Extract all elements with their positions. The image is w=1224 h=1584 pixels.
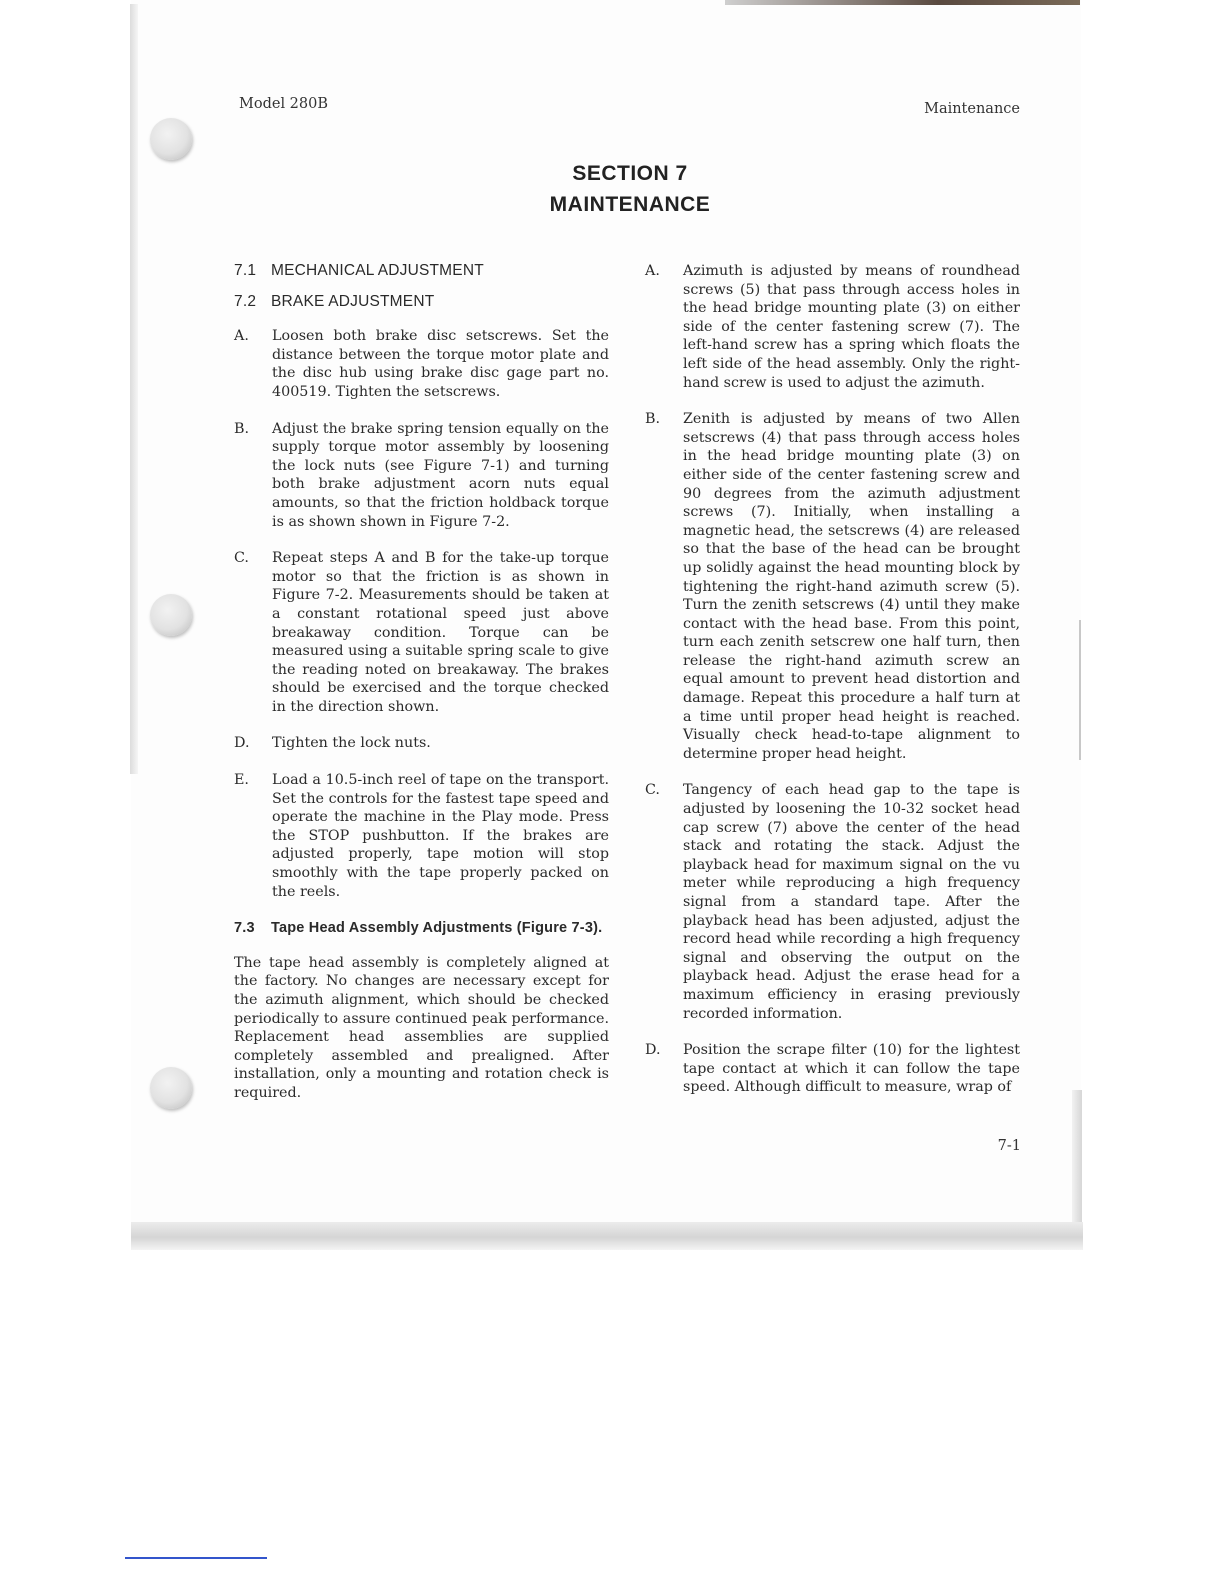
list-item [645,781,1020,1023]
list-item [234,734,609,753]
intro-paragraph: The tape head assembly is completely aligned at the factory. No changes are necessary except for the azimuth alignment, which should be checked periodically to assure continued peak performance. Replacement head assemblies are supplied completely assembled and prealigned. After installation, only a mounting and rotation check is required. [234,954,609,1101]
list-item [234,327,609,401]
list-item-label: B. [234,420,250,437]
section-name-title: MAINTENANCE [549,193,711,216]
list-item-text: Azimuth is adjusted by means of roundhead screws (5) that pass through access holes in the head bridge mounting plate (3) on either side of the center fastening screw (7). The left-hand screw has a spring which floats the left side of the head assembly. Only the right-hand screw is used to adjust the azimuth. [683,263,1020,391]
list-item [645,262,1020,392]
binder-hole [150,118,192,160]
right-column [645,262,1020,1115]
heading-7-3: 7.3 Tape Head Assembly Adjustments (Figure 7-3). [234,920,603,937]
list-item-label: E. [234,772,249,789]
binder-hole [150,594,192,636]
heading-7-2: 7.2 BRAKE ADJUSTMENT [234,292,435,310]
list-item-text: Tangency of each head gap to the tape is adjusted by loosening the 10-32 socket head cap screw (7) above the center of the head stack and rotating the stack. Adjust the playback head for maximum signal on the vu meter while reproducing a high frequency signal from a standard tape. After the playback head has been adjusted, adjust the record head while recording a high frequency signal and observing the output on the playback head. Adjust the erase head for a maximum efficiency in erasing previously recorded information. [683,782,1020,1022]
page-right-mark [1079,620,1081,760]
list-item-label: C. [234,550,249,567]
list-item-text: Adjust the brake spring tension equally on the supply torque motor assembly by loosening the lock nuts (see Figure 7-1) and turning both brake adjustment acorn nuts equal amounts, so that the friction holdback torque is as shown shown in Figure 7-2. [272,420,609,530]
list-item-text: Load a 10.5-inch reel of tape on the transport. Set the controls for the fastest tape speed and operate the machine in the Play mode. Press the STOP pushbutton. If the brakes are adjusted properly, tape motion will stop smoothly with the tape properly packed on the reels. [272,772,609,900]
heading-7-1: 7.1 MECHANICAL ADJUSTMENT [234,262,484,279]
list-item [234,771,609,901]
list-item-text: Position the scrape filter (10) for the lightest tape contact at which it can follow the tape speed. Although difficult to measure, wrap of [683,1042,1020,1096]
list-item [234,420,609,532]
list-item-label: D. [234,735,250,752]
list-item [234,549,609,716]
page-number: 7-1 [997,1138,1021,1154]
list-item-label: B. [645,411,661,428]
left-column [234,262,609,1115]
list-item-label: A. [645,263,660,279]
page-top-edge [725,0,1080,5]
list-item [645,1041,1020,1097]
page-left-edge [130,4,138,774]
list-item-text: Tighten the lock nuts. [272,735,431,752]
list-item-label: C. [645,782,660,799]
section-number-title: SECTION 7 [572,162,688,185]
header-model: Model 280B [239,96,329,112]
list-item-text: Loosen both brake disc setscrews. Set the distance between the torque motor plate and the disc hub using brake disc gage part no. 400519. Tighten the setscrews. [272,328,609,400]
list-item-label: A. [234,328,249,345]
header-section-name: Maintenance [924,101,1020,117]
binder-hole [150,1067,192,1109]
list-item-text: Repeat steps A and B for the take-up torque motor so that the friction is as shown in Figure 7-2. Measurements should be taken at a constant rotational speed just above breakaway condition. Torque can be measured using a suitable spring scale to give the reading noted on breakaway. The brakes should be exercised and the torque checked in the direction shown. [272,550,609,715]
bottom-link-underline [125,1557,267,1559]
list-item-text: Zenith is adjusted by means of two Allen setscrews (4) that pass through access holes in the head bridge mounting plate (3) on either side of the center fastening screw and 90 degrees from the azimuth adjustment screws (7). Initially, when installing a magnetic head, the setscrews (4) are released so that the base of the head can be brought up solidly against the head mounting block by tightening the right-hand azimuth screw (5). Turn the zenith setscrews (4) until they make contact with the head base. From this point, turn each zenith setscrew one half turn, then release the right-hand azimuth screw an equal amount to prevent head distortion and damage. Repeat this procedure a half turn at a time until proper head height is reached. Visually check head-to-tape alignment to determine proper head height. [683,411,1020,762]
list-item [645,410,1020,763]
list-item-label: D. [645,1042,661,1059]
page-bottom-shadow [131,1222,1083,1250]
